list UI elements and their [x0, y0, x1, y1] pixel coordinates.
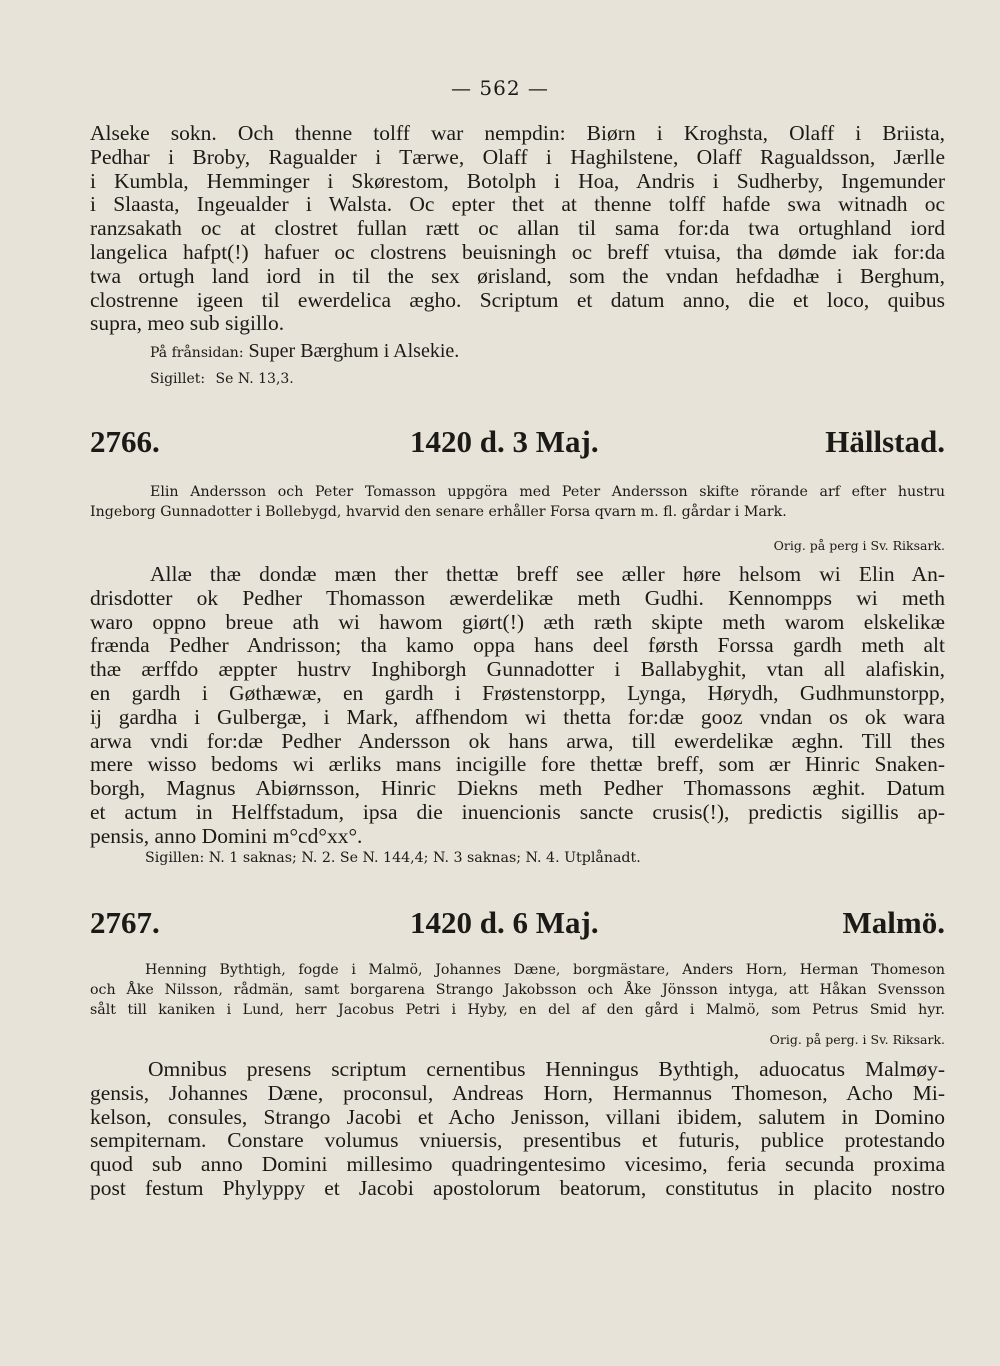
text-line: gensis, Johannes Dæne, proconsul, Andreas Horn, Hermannus Thomeson, Acho Mi-: [90, 1081, 945, 1105]
entry-number: 2767.: [90, 905, 160, 940]
text-line: clostrenne igeen til ewerdelica ægho. Scriptum et datum anno, die et loco, quibus: [90, 288, 945, 312]
text-line: Allæ thæ dondæ mæn ther thettæ breff see æller høre helsom wi Elin An-: [150, 563, 945, 586]
text-line: sempiternam. Constare volumus vniuersis, presentibus et futuris, publice protestando: [90, 1129, 945, 1153]
entry-heading: [90, 905, 945, 941]
text-line: en gardh i Gøthæwæ, en gardh i Frøstenstorpp, Lynga, Hørydh, Gudhmunstorpp,: [90, 681, 945, 705]
text-line: frænda Pedher Andrisson; tha kamo oppa hans deel førsth Forssa gardh meth alt: [90, 634, 945, 658]
text-line: twa ortugh land iord in til the sex ørisland, som the vndan hefdadhæ i Berghum,: [90, 264, 945, 288]
text-line: waro oppno breue ath wi hawom giørt(!) æth ræth skipte meth warom elskelikæ: [90, 610, 945, 634]
text-line: mere wisso bedoms wi ærliks mans incigille fore thettæ breff, som ær Hinric Snaken-: [90, 753, 945, 777]
summary-line: sålt till kaniken i Lund, herr Jacobus Petri i Hyby, en del af den gård i Malmö, som Petrus Smid hyr.: [90, 1002, 945, 1018]
text-line: pensis, anno Domini m°cd°xx°.: [90, 824, 363, 848]
entry-text: [90, 563, 945, 849]
entry-summary: [90, 482, 945, 522]
front-side-note: [150, 340, 459, 363]
text-line: drisdotter ok Pedher Thomasson æwerdelikæ meth Gudhi. Kennompps wi meth: [90, 586, 945, 610]
summary-line: Elin Andersson och Peter Tomasson uppgöra med Peter Andersson skifte rörande arf efter hustru: [150, 484, 945, 500]
text-line: Omnibus presens scriptum cernentibus Henningus Bythtigh, aduocatus Malmøy-: [148, 1058, 945, 1081]
front-side-label: På frånsidan:: [150, 345, 244, 361]
text-line: borgh, Magnus Abiørnsson, Hinric Diekns meth Pedher Thomassons æghit. Datum: [90, 777, 945, 801]
text-line: supra, meo sub sigillo.: [90, 312, 285, 336]
text-line: ranzsakath oc at clostret fullan rætt oc allan til sama for:da twa ortughland iord: [90, 217, 945, 241]
entry-place: Hällstad.: [825, 424, 945, 459]
entry-text: [90, 1058, 945, 1201]
entry-seals: Sigillen: N. 1 saknas; N. 2. Se N. 144,4; N. 3 saknas; N. 4. Utplånadt.: [145, 850, 641, 866]
text-line: Alseke sokn. Och thenne tolff war nempdin: Biørn i Kroghsta, Olaff i Briista,: [90, 122, 945, 145]
entry-number: 2766.: [90, 424, 160, 459]
entry-date: 1420 d. 6 Maj.: [410, 905, 599, 940]
summary-line: Ingeborg Gunnadotter i Bollebygd, hvarvid den senare erhåller Forsa qvarn m. fl. gårdar i Mark.: [90, 504, 787, 520]
entry-source: Orig. på perg i Sv. Riksark.: [773, 538, 945, 553]
front-side-text: Super Bærghum i Alsekie.: [248, 340, 460, 362]
text-line: arwa vndi for:dæ Pedher Andersson ok hans arwa, till ewerdelikæ æghn. Till thes: [90, 729, 945, 753]
entry-source: Orig. på perg. i Sv. Riksark.: [769, 1032, 945, 1047]
text-line: ij gardha i Gulbergæ, i Mark, affhendom wi thetta for:dæ gooz vndan os ok wara: [90, 705, 945, 729]
text-line: et actum in Helffstadum, ipsa die inuencionis sancte crusis(!), predictis sigillis ap-: [90, 800, 945, 824]
seal-note: [150, 370, 294, 388]
text-line: i Slaasta, Ingeualder i Walsta. Oc epter thet at thenne tolff hafde swa witnadh oc: [90, 193, 945, 217]
text-line: langelica hafpt(!) hafuer oc clostrens beuisningh oc breff vtuisa, tha dømde iak for:da: [90, 240, 945, 264]
entry-date: 1420 d. 3 Maj.: [410, 424, 599, 459]
text-line: thæ ærffdo æppter hustrv Inghiborgh Gunnadotter i Ballabyghit, vtan all alafiskin,: [90, 658, 945, 682]
entry-summary: [90, 960, 945, 1020]
summary-line: och Åke Nilsson, rådmän, samt borgarena Strango Jakobsson och Åke Jönsson intyga, att Håkan Svensson: [90, 982, 945, 998]
text-line: i Kumbla, Hemminger i Skørestom, Botolph i Hoa, Andris i Sudherby, Ingemunder: [90, 169, 945, 193]
seal-text: Se N. 13,3.: [215, 371, 294, 387]
entry-place: Malmö.: [842, 905, 945, 940]
summary-line: Henning Bythtigh, fogde i Malmö, Johannes Dæne, borgmästare, Anders Horn, Herman Thomeson: [145, 962, 945, 978]
seal-label: Sigillet:: [150, 371, 206, 387]
text-line: kelson, consules, Strango Jacobi et Acho Jenisson, villani ibidem, salutem in Domino: [90, 1105, 945, 1129]
text-line: quod sub anno Domini millesimo quadringentesimo vicesimo, feria secunda proxima: [90, 1153, 945, 1177]
page-number: — 562 —: [451, 76, 549, 100]
text-line: Pedhar i Broby, Ragualder i Tærwe, Olaff i Haghilstene, Olaff Ragualdsson, Jærlle: [90, 145, 945, 169]
intro-paragraph: [90, 122, 945, 336]
entry-heading: [90, 424, 945, 460]
text-line: post festum Phylyppy et Jacobi apostolorum beatorum, constitutus in placito nostro: [90, 1176, 945, 1200]
